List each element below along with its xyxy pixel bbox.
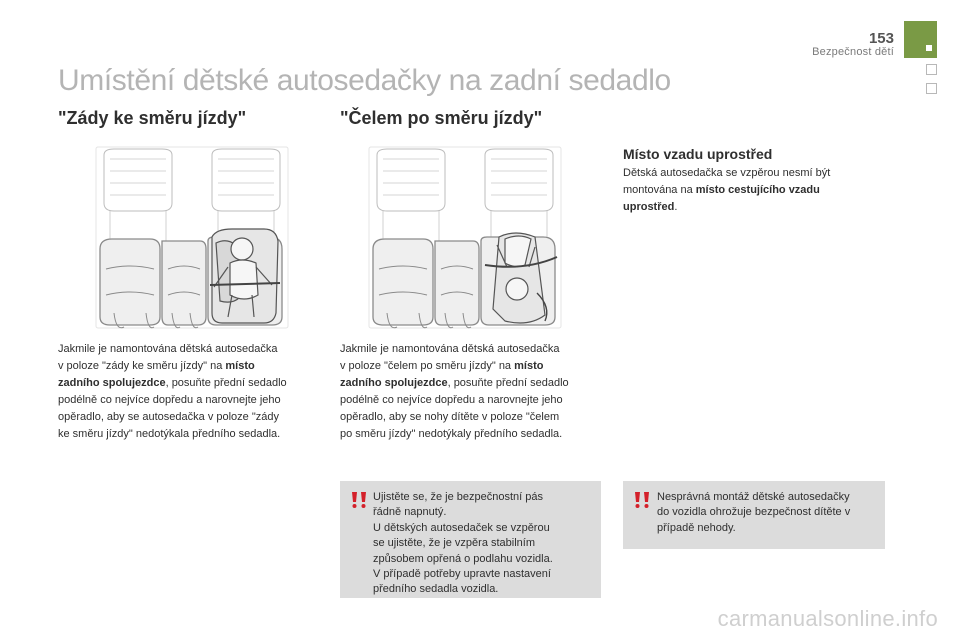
text-line: opěradlo, aby se autosedačka v poloze "zády [58, 411, 279, 423]
text-line: Ujistěte se, že je bezpečnostní pás [373, 491, 543, 503]
page-number: 153 [868, 30, 894, 47]
tab-marker-icon [926, 45, 932, 51]
bold-text: zadního spolujezdce [340, 377, 448, 389]
text-line: opěradlo, aby se nohy dítěte v poloze "čelem [340, 411, 560, 423]
text-line [58, 375, 326, 392]
warning-icon [631, 491, 653, 509]
rear-facing-text [58, 341, 326, 443]
forward-facing-seat-illustration [365, 145, 565, 330]
text-span: montována na [623, 184, 696, 196]
warning-text [657, 490, 881, 536]
rear-facing-seat-illustration [92, 145, 292, 330]
warning-icon [348, 491, 370, 509]
text-line [623, 199, 873, 216]
bold-text: místo cestujícího vzadu [695, 184, 820, 196]
bold-text: místo [225, 360, 255, 372]
text-line: Dětská autosedačka se vzpěrou nesmí být [623, 167, 831, 179]
text-span: , posuňte přední sedadlo [165, 377, 287, 389]
text-line: Jakmile je namontována dětská autosedačka [58, 343, 278, 355]
tab-square-icon [926, 83, 937, 94]
bold-text: uprostřed [623, 201, 675, 213]
text-line: podélně co nejvíce dopředu a narovnejte jeho [58, 394, 281, 406]
text-line: Jakmile je namontována dětská autosedačka [340, 343, 560, 355]
text-span: , posuňte přední sedadlo [447, 377, 569, 389]
tab-square-icon [926, 64, 937, 75]
text-line: po směru jízdy" nedotýkaly předního sedadla. [340, 428, 563, 440]
text-line: do vozidla ohrožuje bezpečnost dítěte v [657, 506, 851, 519]
text-line: Nesprávná montáž dětské autosedačky [657, 491, 850, 503]
text-line: předního sedadla vozidla. [373, 583, 499, 596]
rear-middle-text [623, 165, 873, 216]
text-line: podélně co nejvíce dopředu a narovnejte jeho [340, 394, 563, 406]
section-name: Bezpečnost dětí [812, 46, 894, 58]
section-tab [904, 21, 937, 58]
text-line: V případě potřeby upravte nastavení [373, 568, 551, 581]
seatbelt-warning-box [340, 481, 601, 598]
text-line: řádně napnutý. [373, 506, 447, 519]
text-line: U dětských autosedaček se vzpěrou [373, 521, 550, 534]
text-span: v poloze "čelem po směru jízdy" na [340, 360, 515, 372]
bold-text: zadního spolujezdce [58, 377, 166, 389]
rear-facing-heading: "Zády ke směru jízdy" [58, 108, 247, 128]
text-line [623, 182, 873, 199]
forward-facing-heading: "Čelem po směru jízdy" [340, 108, 543, 128]
text-line: ke směru jízdy" nedotýkala předního sedadla. [58, 428, 281, 440]
text-line: způsobem opřená o podlahu vozidla. [373, 552, 553, 565]
text-line: případě nehody. [657, 521, 736, 534]
warning-text [373, 490, 595, 598]
text-line: se ujistěte, že je vzpěra stabilním [373, 537, 536, 550]
installation-warning-box [623, 481, 885, 549]
text-line [340, 358, 610, 375]
forward-facing-text [340, 341, 610, 443]
rear-middle-heading: Místo vzadu uprostřed [623, 146, 773, 162]
page-title: Umístění dětské autosedačky na zadní sedadlo [58, 64, 671, 97]
text-span: v poloze "zády ke směru jízdy" na [58, 360, 226, 372]
watermark: carmanualsonline.info [717, 606, 938, 631]
text-span: . [674, 201, 678, 213]
text-line [58, 358, 326, 375]
bold-text: místo [514, 360, 544, 372]
text-line [340, 375, 610, 392]
